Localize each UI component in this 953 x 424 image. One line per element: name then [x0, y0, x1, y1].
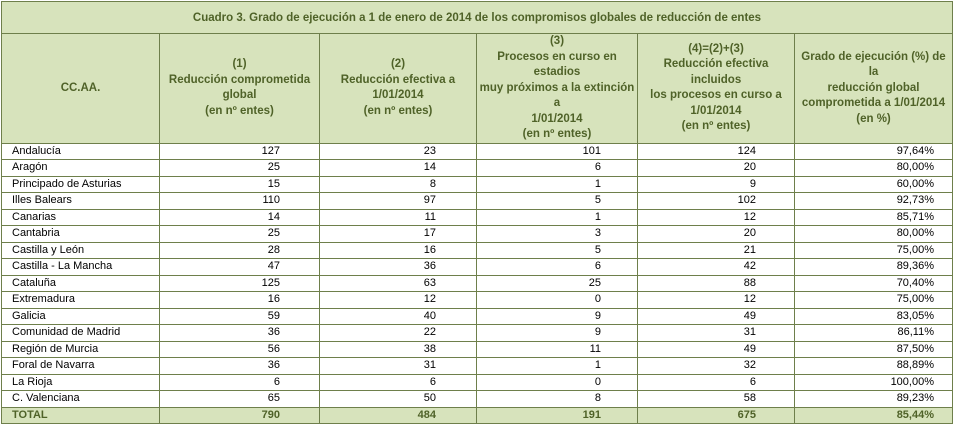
- value-cell-c5: 88,89%: [795, 358, 953, 375]
- value-cell-c5: 89,36%: [795, 259, 953, 276]
- table-row: [2, 308, 953, 325]
- total-row: [2, 407, 953, 423]
- value-cell-c3: 3: [477, 226, 638, 243]
- value-cell-c3: 191: [477, 407, 638, 423]
- value-cell-c3: 1: [477, 176, 638, 193]
- value-cell-c1: 15: [160, 176, 320, 193]
- value-cell-c2: 8: [320, 176, 477, 193]
- value-cell-c1: 110: [160, 193, 320, 210]
- value-cell-c2: 63: [320, 275, 477, 292]
- value-cell-c4: 20: [638, 160, 795, 177]
- table-row: [2, 374, 953, 391]
- value-cell-c5: 83,05%: [795, 308, 953, 325]
- region-cell: Canarias: [2, 209, 160, 226]
- value-cell-c5: 80,00%: [795, 226, 953, 243]
- value-cell-c1: 59: [160, 308, 320, 325]
- value-cell-c3: 9: [477, 325, 638, 342]
- value-cell-c3: 6: [477, 259, 638, 276]
- value-cell-c4: 102: [638, 193, 795, 210]
- table-row: [2, 292, 953, 309]
- header-region: CC.AA.: [2, 34, 160, 144]
- value-cell-c4: 12: [638, 292, 795, 309]
- value-cell-c1: 47: [160, 259, 320, 276]
- region-cell: Extremadura: [2, 292, 160, 309]
- value-cell-c4: 42: [638, 259, 795, 276]
- region-cell: Región de Murcia: [2, 341, 160, 358]
- value-cell-c3: 1: [477, 209, 638, 226]
- value-cell-c5: 85,44%: [795, 407, 953, 423]
- region-cell: Galicia: [2, 308, 160, 325]
- value-cell-c2: 50: [320, 391, 477, 408]
- value-cell-c5: 75,00%: [795, 292, 953, 309]
- value-cell-c3: 25: [477, 275, 638, 292]
- value-cell-c2: 16: [320, 242, 477, 259]
- header-col2: (2) Reducción efectiva a 1/01/2014 (en nº entes): [320, 34, 477, 144]
- value-cell-c3: 6: [477, 160, 638, 177]
- table-row: [2, 176, 953, 193]
- value-cell-c3: 1: [477, 358, 638, 375]
- region-cell: Castilla y León: [2, 242, 160, 259]
- region-cell: Andalucía: [2, 143, 160, 160]
- table-row: [2, 160, 953, 177]
- value-cell-c4: 58: [638, 391, 795, 408]
- value-cell-c3: 9: [477, 308, 638, 325]
- value-cell-c2: 14: [320, 160, 477, 177]
- region-cell: La Rioja: [2, 374, 160, 391]
- value-cell-c2: 36: [320, 259, 477, 276]
- table-row: [2, 325, 953, 342]
- value-cell-c1: 25: [160, 160, 320, 177]
- value-cell-c5: 100,00%: [795, 374, 953, 391]
- region-cell: Principado de Asturias: [2, 176, 160, 193]
- value-cell-c5: 70,40%: [795, 275, 953, 292]
- table-row: [2, 226, 953, 243]
- region-cell: Comunidad de Madrid: [2, 325, 160, 342]
- value-cell-c4: 9: [638, 176, 795, 193]
- value-cell-c2: 17: [320, 226, 477, 243]
- header-col4: (4)=(2)+(3) Reducción efectiva incluidos los procesos en curso a 1/01/2014 (en nº entes): [638, 34, 795, 144]
- value-cell-c2: 11: [320, 209, 477, 226]
- region-cell: Cataluña: [2, 275, 160, 292]
- header-col5: Grado de ejecución (%) de la reducción global comprometida a 1/01/2014 (en %): [795, 34, 953, 144]
- value-cell-c2: 38: [320, 341, 477, 358]
- value-cell-c2: 31: [320, 358, 477, 375]
- value-cell-c3: 0: [477, 374, 638, 391]
- table-row: [2, 391, 953, 408]
- value-cell-c4: 21: [638, 242, 795, 259]
- value-cell-c3: 8: [477, 391, 638, 408]
- value-cell-c1: 36: [160, 358, 320, 375]
- value-cell-c5: 85,71%: [795, 209, 953, 226]
- region-cell: Castilla - La Mancha: [2, 259, 160, 276]
- header-col3: (3) Procesos en curso en estadios muy próximos a la extinción a 1/01/2014 (en nº entes): [477, 34, 638, 144]
- region-cell: Aragón: [2, 160, 160, 177]
- table-row: [2, 341, 953, 358]
- value-cell-c2: 6: [320, 374, 477, 391]
- table-row: [2, 143, 953, 160]
- region-cell: Illes Balears: [2, 193, 160, 210]
- value-cell-c4: 675: [638, 407, 795, 423]
- value-cell-c1: 16: [160, 292, 320, 309]
- value-cell-c4: 49: [638, 308, 795, 325]
- value-cell-c4: 88: [638, 275, 795, 292]
- value-cell-c4: 124: [638, 143, 795, 160]
- region-cell: Cantabria: [2, 226, 160, 243]
- value-cell-c2: 23: [320, 143, 477, 160]
- table-row: [2, 209, 953, 226]
- value-cell-c4: 31: [638, 325, 795, 342]
- value-cell-c5: 97,64%: [795, 143, 953, 160]
- value-cell-c1: 25: [160, 226, 320, 243]
- header-col1: (1) Reducción comprometida global (en nº entes): [160, 34, 320, 144]
- value-cell-c2: 12: [320, 292, 477, 309]
- value-cell-c1: 125: [160, 275, 320, 292]
- table-row: [2, 259, 953, 276]
- value-cell-c1: 127: [160, 143, 320, 160]
- table-row: [2, 242, 953, 259]
- value-cell-c5: 60,00%: [795, 176, 953, 193]
- region-cell: TOTAL: [2, 407, 160, 423]
- value-cell-c1: 36: [160, 325, 320, 342]
- value-cell-c4: 20: [638, 226, 795, 243]
- table-title: Cuadro 3. Grado de ejecución a 1 de enero de 2014 de los compromisos globales de reducción de entes: [2, 2, 953, 34]
- data-table: [1, 1, 953, 424]
- table-row: [2, 358, 953, 375]
- value-cell-c4: 6: [638, 374, 795, 391]
- value-cell-c1: 790: [160, 407, 320, 423]
- value-cell-c1: 28: [160, 242, 320, 259]
- value-cell-c5: 89,23%: [795, 391, 953, 408]
- value-cell-c4: 32: [638, 358, 795, 375]
- table-row: [2, 193, 953, 210]
- value-cell-c5: 75,00%: [795, 242, 953, 259]
- value-cell-c4: 49: [638, 341, 795, 358]
- value-cell-c2: 484: [320, 407, 477, 423]
- value-cell-c5: 80,00%: [795, 160, 953, 177]
- value-cell-c5: 87,50%: [795, 341, 953, 358]
- value-cell-c3: 11: [477, 341, 638, 358]
- table-row: [2, 275, 953, 292]
- value-cell-c2: 22: [320, 325, 477, 342]
- value-cell-c5: 86,11%: [795, 325, 953, 342]
- value-cell-c1: 65: [160, 391, 320, 408]
- value-cell-c1: 14: [160, 209, 320, 226]
- region-cell: C. Valenciana: [2, 391, 160, 408]
- value-cell-c2: 40: [320, 308, 477, 325]
- value-cell-c3: 5: [477, 242, 638, 259]
- value-cell-c5: 92,73%: [795, 193, 953, 210]
- value-cell-c2: 97: [320, 193, 477, 210]
- value-cell-c1: 56: [160, 341, 320, 358]
- value-cell-c3: 0: [477, 292, 638, 309]
- value-cell-c4: 12: [638, 209, 795, 226]
- region-cell: Foral de Navarra: [2, 358, 160, 375]
- value-cell-c3: 5: [477, 193, 638, 210]
- value-cell-c1: 6: [160, 374, 320, 391]
- value-cell-c3: 101: [477, 143, 638, 160]
